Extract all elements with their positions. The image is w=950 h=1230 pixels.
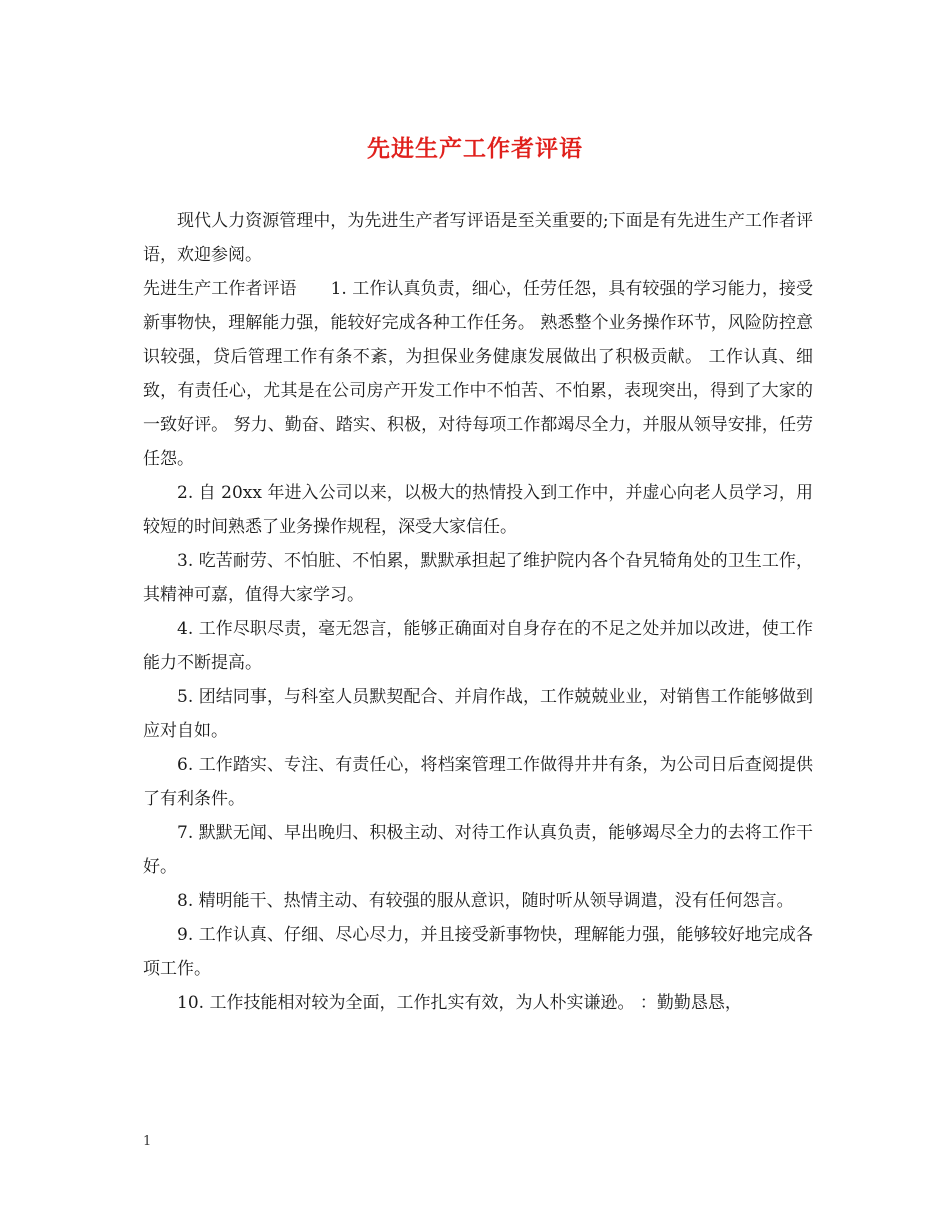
- document-body: [143, 204, 813, 1020]
- item-4-paragraph: 4. 工作尽职尽责，毫无怨言，能够正确面对自身存在的不足之处并加以改进，使工作能力不断提高。: [143, 619, 813, 673]
- document-title: 先进生产工作者评语: [367, 135, 583, 162]
- page-number: 1: [143, 1134, 152, 1149]
- item-7-paragraph: 7. 默默无闻、早出晚归、积极主动、对待工作认真负责，能够竭尽全力的去将工作干好。: [143, 823, 813, 877]
- item-5-paragraph: 5. 团结同事，与科室人员默契配合、并肩作战，工作兢兢业业，对销售工作能够做到应对自如。: [143, 687, 813, 741]
- item-8-paragraph: 8. 精明能干、热情主动、有较强的服从意识，随时听从领导调遣，没有任何怨言。: [177, 891, 794, 911]
- item-1-text: 1. 工作认真负责，细心，任劳任怨，具有较强的学习能力，接受新事物快，理解能力强，能较好完成各种工作任务。 熟悉整个业务操作环节，风险防控意识较强，贷后管理工作有条不紊，为担保业务健康发展做出了积极贡献。 工作认真、细致，有责任心，尤其是在公司房产开发工作中不怕苦、不怕累，表现突出，得到了大家的一致好评。 努力、勤奋、踏实、积极，对待每项工作都竭尽全力，并服从领导安排，任劳任怨。: [143, 279, 813, 469]
- item-10-paragraph: 10. 工作技能相对较为全面，工作扎实有效，为人朴实谦逊。 ：勤勤恳恳，: [177, 993, 742, 1013]
- section-label: 先进生产工作者评语: [143, 279, 297, 299]
- item-9-paragraph: 9. 工作认真、仔细、尽心尽力，并且接受新事物快，理解能力强，能够较好地完成各项工作。: [143, 925, 813, 979]
- item-6-paragraph: 6. 工作踏实、专注、有责任心，将档案管理工作做得井井有条，为公司日后查阅提供了有利条件。: [143, 755, 813, 809]
- item-1-paragraph: [143, 272, 813, 476]
- item-3-paragraph: 3. 吃苦耐劳、不怕脏、不怕累，默默承担起了维护院内各个旮旯犄角处的卫生工作，其精神可嘉，值得大家学习。: [143, 551, 813, 605]
- item-2-paragraph: 2. 自 20xx 年进入公司以来，以极大的热情投入到工作中，并虚心向老人员学习，用较短的时间熟悉了业务操作规程，深受大家信任。: [143, 483, 813, 537]
- intro-paragraph: 现代人力资源管理中，为先进生产者写评语是至关重要的;下面是有先进生产工作者评语，欢迎参阅。: [143, 211, 813, 265]
